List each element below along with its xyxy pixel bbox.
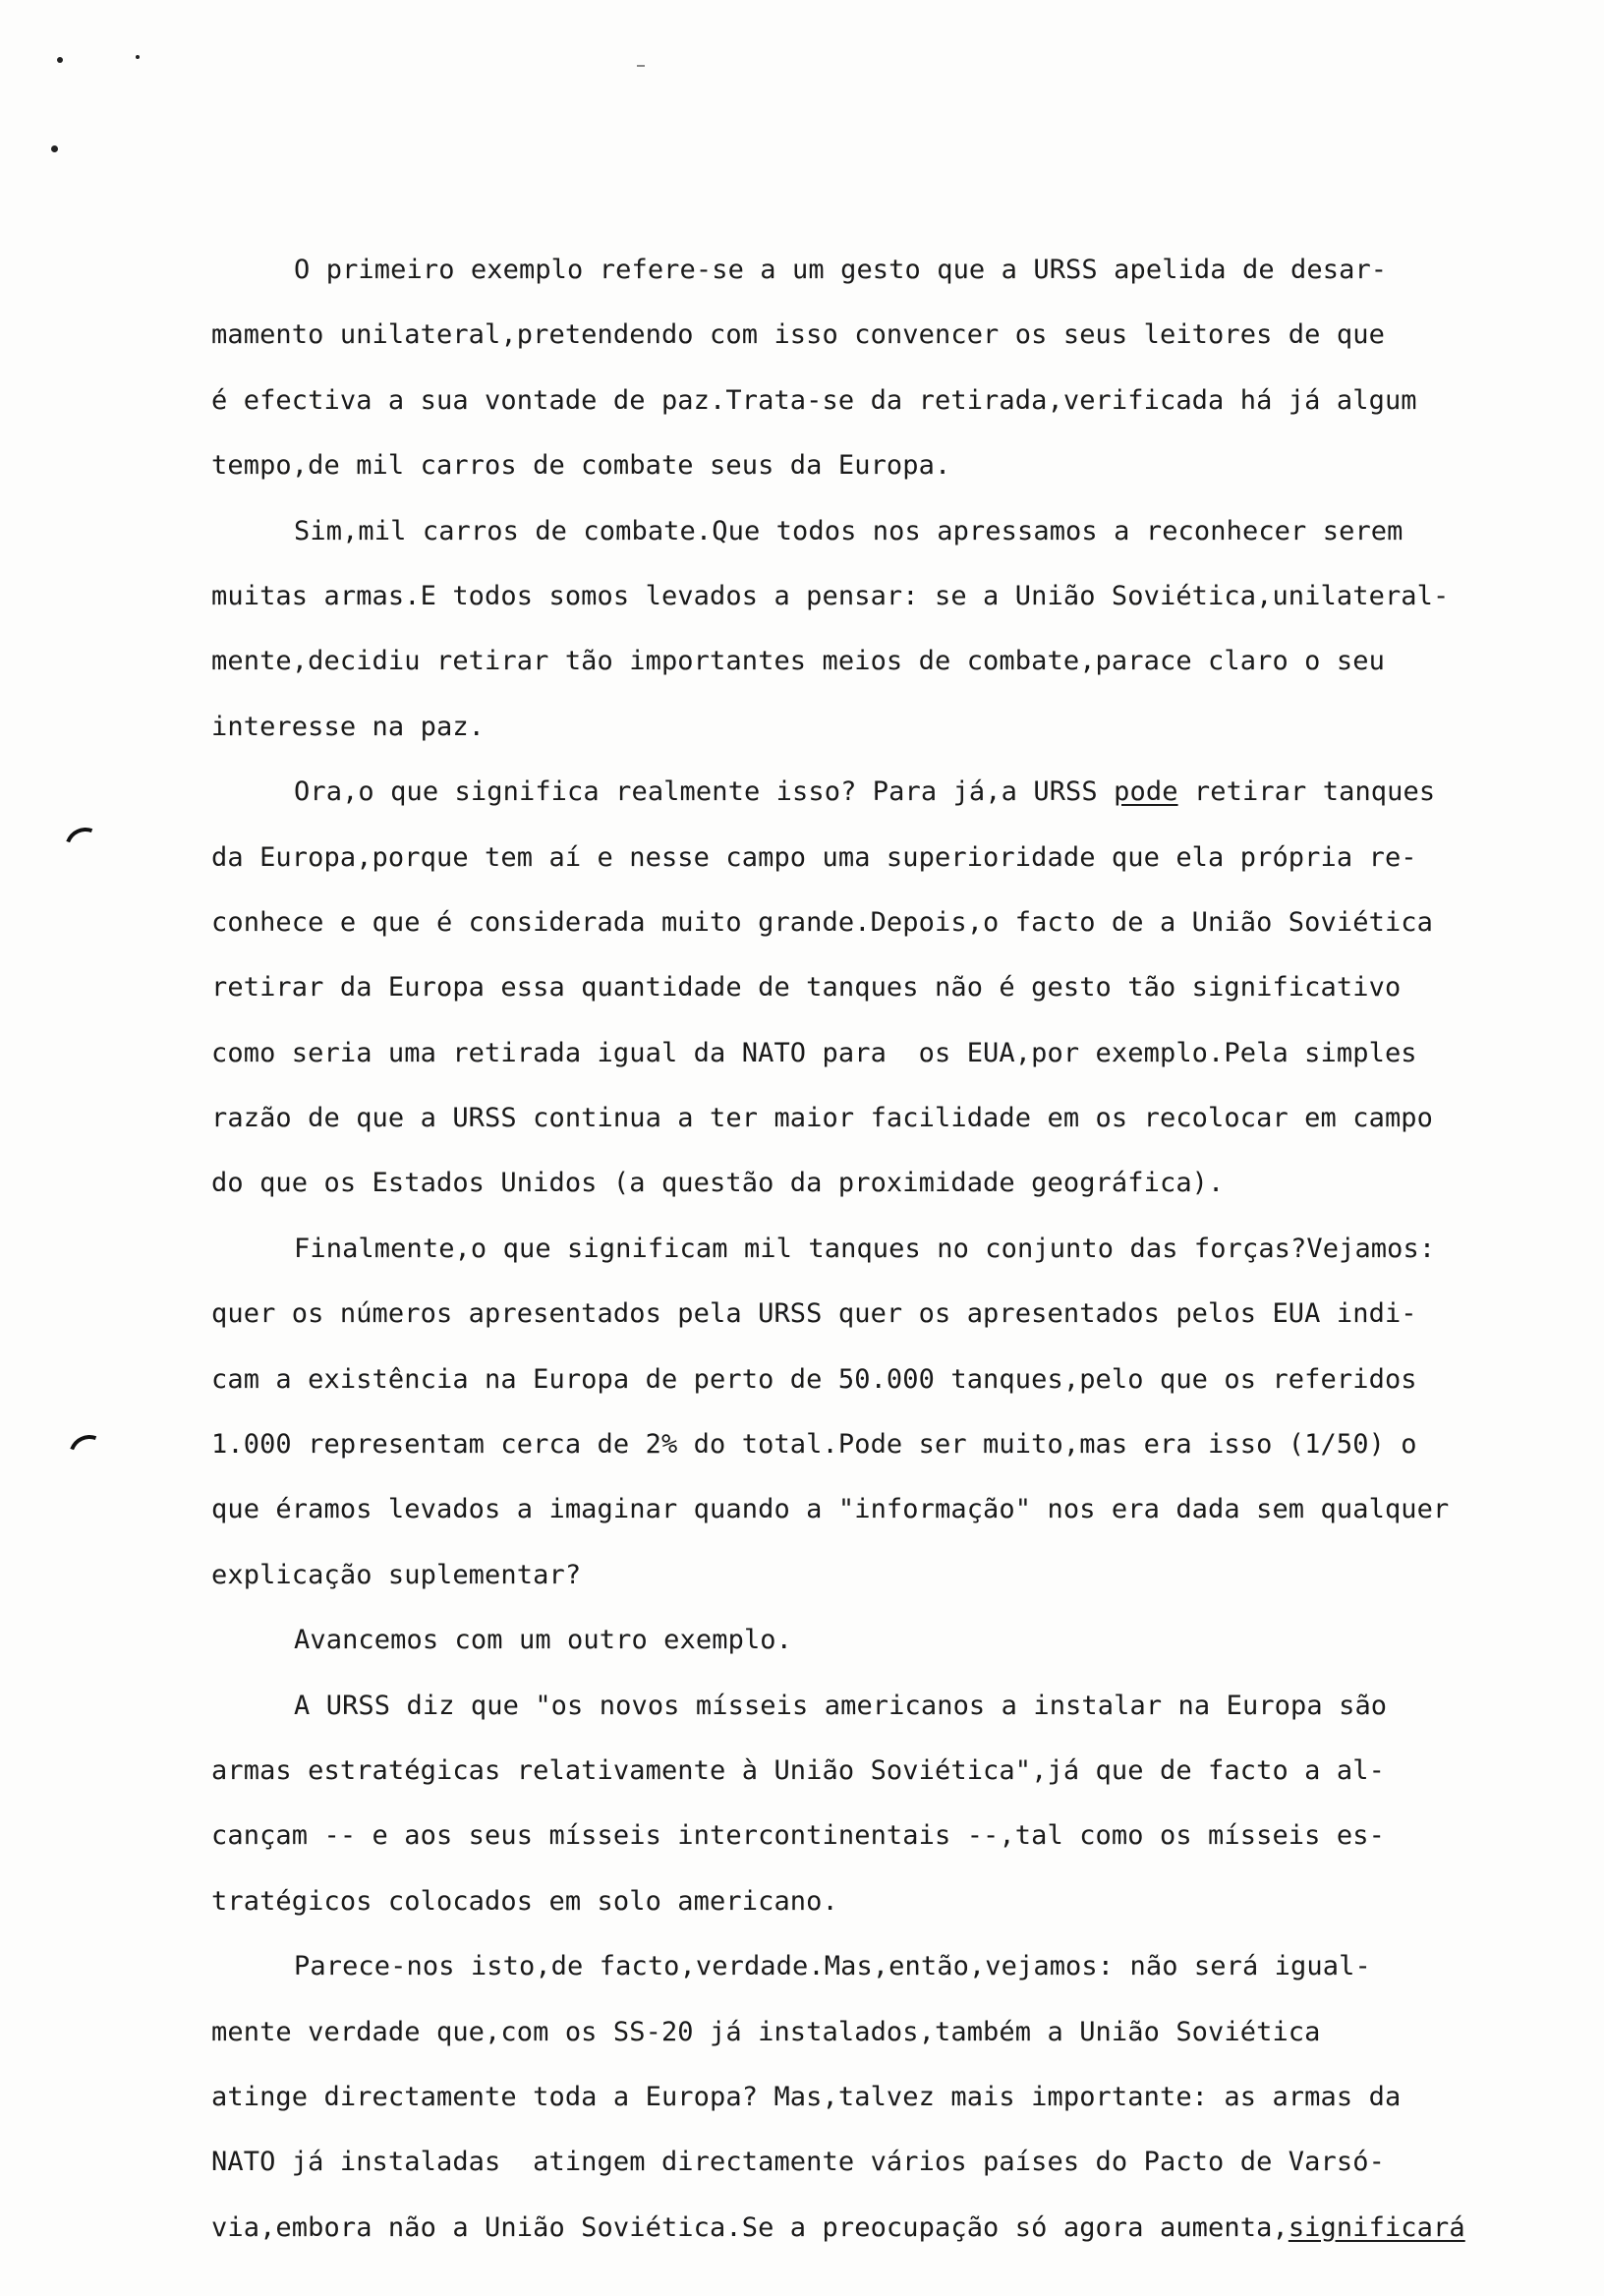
scan-speck <box>57 57 63 63</box>
scan-speck <box>51 145 58 152</box>
text-line: quer os números apresentados pela URSS quer os apresentados pelos EUA indi- <box>211 1298 1417 1330</box>
text-line: Parece-nos isto,de facto,verdade.Mas,então,vejamos: não será igual- <box>294 1951 1371 1982</box>
text-line: mamento unilateral,pretendendo com isso convencer os seus leitores de que <box>211 319 1385 351</box>
text-line: que éramos levados a imaginar quando a "informação" nos era dada sem qualquer <box>211 1494 1450 1525</box>
underlined-word: pode <box>1114 776 1178 808</box>
text-line: cam a existência na Europa de perto de 50.000 tanques,pelo que os referidos <box>211 1363 1417 1395</box>
text-segment: via,embora não a União Soviética.Se a preocupação só agora aumenta, <box>211 2211 1289 2243</box>
scan-speck <box>637 65 645 67</box>
text-line: tratégicos colocados em solo americano. <box>211 1885 838 1917</box>
text-line: muitas armas.E todos somos levados a pensar: se a União Soviética,unilateral- <box>211 580 1450 611</box>
text-line <box>211 2196 1587 2261</box>
text-line: A URSS diz que "os novos mísseis americanos a instalar na Europa são <box>294 1690 1388 1721</box>
text-line: como seria uma retirada igual da NATO para os EUA,por exemplo.Pela simples <box>211 1037 1417 1068</box>
binder-hole-mark <box>62 1428 117 1483</box>
text-line: armas estratégicas relativamente à União Soviética",já que de facto a al- <box>211 1754 1385 1786</box>
text-line: retirar da Europa essa quantidade de tanques não é gesto tão significativo <box>211 972 1402 1004</box>
text-line: Sim,mil carros de combate.Que todos nos apressamos a reconhecer serem <box>294 515 1404 546</box>
binder-hole-mark <box>58 821 113 876</box>
text-line: é efectiva a sua vontade de paz.Trata-se da retirada,verificada há já algum <box>211 384 1417 416</box>
text-line: razão de que a URSS continua a ter maior facilidade em os recolocar em campo <box>211 1103 1434 1134</box>
text-segment: Ora,o que significa realmente isso? Para já,a URSS <box>294 776 1115 808</box>
text-segment: retirar tanques <box>1177 776 1436 808</box>
text-line: Finalmente,o que significam mil tanques no conjunto das forças?Vejamos: <box>294 1233 1436 1264</box>
text-line: conhece e que é considerada muito grande.Depois,o facto de a União Soviética <box>211 906 1434 938</box>
text-line: O primeiro exemplo refere-se a um gesto que a URSS apelida de desar- <box>294 255 1388 285</box>
text-line: NATO já instaladas atingem directamente vários países do Pacto de Varsó- <box>211 2147 1385 2178</box>
text-line: cançam -- e aos seus mísseis intercontinentais --,tal como os mísseis es- <box>211 1820 1385 1852</box>
text-line: mente,decidiu retirar tão importantes meios de combate,parace claro o seu <box>211 646 1385 677</box>
text-line: do que os Estados Unidos (a questão da proximidade geográfica). <box>211 1168 1225 1199</box>
text-line: interesse na paz. <box>211 711 486 742</box>
text-line: tempo,de mil carros de combate seus da Europa. <box>211 450 951 482</box>
text-line <box>211 760 1587 825</box>
text-line: explicação suplementar? <box>211 1559 582 1590</box>
scan-speck <box>136 55 140 59</box>
text-line: 1.000 representam cerca de 2% do total.Pode ser muito,mas era isso (1/50) o <box>211 1429 1417 1461</box>
text-line: da Europa,porque tem aí e nesse campo uma superioridade que ela própria re- <box>211 841 1417 873</box>
text-line: mente verdade que,com os SS-20 já instalados,também a União Soviética <box>211 2016 1321 2047</box>
underlined-word: significará <box>1288 2211 1465 2243</box>
text-line: atinge directamente toda a Europa? Mas,talvez mais importante: as armas da <box>211 2081 1402 2112</box>
text-line: Avancemos com um outro exemplo. <box>294 1625 793 1656</box>
document-body <box>211 238 1587 2261</box>
